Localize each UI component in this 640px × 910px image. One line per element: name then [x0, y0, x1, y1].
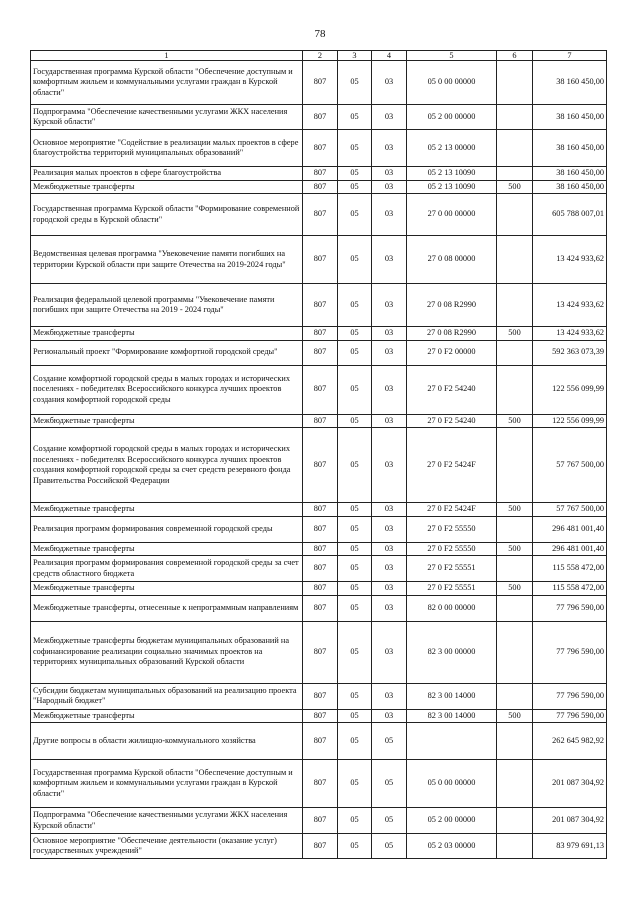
row-name-cell: Межбюджетные трансферты бюджетам муниципальных образований на софинансирование реализации социально значимых проектов на территориях муниципальных образований Курской области — [31, 621, 303, 683]
table-row — [31, 167, 607, 181]
amount-cell: 38 160 450,00 — [533, 167, 607, 181]
expense-type-cell — [497, 340, 533, 365]
section-code-cell: 05 — [338, 709, 372, 723]
ministry-code-cell: 807 — [303, 582, 338, 596]
table-row — [31, 582, 607, 596]
amount-cell: 57 767 500,00 — [533, 503, 607, 517]
section-code-cell: 05 — [338, 284, 372, 327]
expense-type-cell — [497, 808, 533, 834]
table-row — [31, 327, 607, 341]
subsection-code-cell: 03 — [372, 284, 407, 327]
amount-cell: 122 556 099,99 — [533, 365, 607, 414]
ministry-code-cell: 807 — [303, 365, 338, 414]
ministry-code-cell: 807 — [303, 542, 338, 556]
ministry-code-cell: 807 — [303, 683, 338, 709]
row-name-cell: Основное мероприятие "Содействие в реализации малых проектов в сфере благоустройства территорий муниципальных образований" — [31, 130, 303, 167]
section-code-cell: 05 — [338, 516, 372, 542]
subsection-code-cell: 03 — [372, 414, 407, 428]
table-row — [31, 194, 607, 236]
amount-cell: 77 796 590,00 — [533, 683, 607, 709]
target-article-cell: 05 2 03 00000 — [407, 834, 497, 859]
subsection-code-cell: 03 — [372, 61, 407, 105]
expense-type-cell: 500 — [497, 542, 533, 556]
target-article-cell — [407, 723, 497, 760]
table-row — [31, 683, 607, 709]
amount-cell: 77 796 590,00 — [533, 621, 607, 683]
section-code-cell: 05 — [338, 723, 372, 760]
section-code-cell: 05 — [338, 414, 372, 428]
row-name-cell: Межбюджетные трансферты, отнесенные к непрограммным направлениям — [31, 595, 303, 621]
table-row — [31, 709, 607, 723]
row-name-cell: Межбюджетные трансферты — [31, 582, 303, 596]
expense-type-cell: 500 — [497, 503, 533, 517]
row-name-cell: Ведомственная целевая программа "Увековечение памяти погибших на территории Курской области при защите Отечества на 2019-2024 годы" — [31, 236, 303, 284]
column-header: 3 — [338, 51, 372, 61]
subsection-code-cell: 03 — [372, 621, 407, 683]
section-code-cell: 05 — [338, 167, 372, 181]
table-row — [31, 105, 607, 130]
target-article-cell: 05 2 13 10090 — [407, 180, 497, 194]
expense-type-cell: 500 — [497, 709, 533, 723]
amount-cell: 83 979 691,13 — [533, 834, 607, 859]
row-name-cell: Межбюджетные трансферты — [31, 503, 303, 517]
table-row — [31, 365, 607, 414]
ministry-code-cell: 807 — [303, 414, 338, 428]
ministry-code-cell: 807 — [303, 595, 338, 621]
column-header: 5 — [407, 51, 497, 61]
amount-cell: 262 645 982,92 — [533, 723, 607, 760]
expense-type-cell — [497, 236, 533, 284]
row-name-cell: Подпрограмма "Обеспечение качественными услугами ЖКХ населения Курской области" — [31, 808, 303, 834]
target-article-cell: 27 0 F2 5424F — [407, 503, 497, 517]
amount-cell: 77 796 590,00 — [533, 595, 607, 621]
subsection-code-cell: 05 — [372, 808, 407, 834]
subsection-code-cell: 03 — [372, 130, 407, 167]
section-code-cell: 05 — [338, 808, 372, 834]
table-row — [31, 808, 607, 834]
amount-cell: 13 424 933,62 — [533, 284, 607, 327]
amount-cell: 38 160 450,00 — [533, 180, 607, 194]
table-row — [31, 180, 607, 194]
ministry-code-cell: 807 — [303, 503, 338, 517]
ministry-code-cell: 807 — [303, 340, 338, 365]
expense-type-cell: 500 — [497, 414, 533, 428]
row-name-cell: Реализация программ формирования современной городской среды за счет средств областного бюджета — [31, 556, 303, 582]
target-article-cell: 27 0 F2 55550 — [407, 542, 497, 556]
subsection-code-cell: 03 — [372, 428, 407, 503]
subsection-code-cell: 05 — [372, 834, 407, 859]
ministry-code-cell: 807 — [303, 516, 338, 542]
target-article-cell: 27 0 00 00000 — [407, 194, 497, 236]
subsection-code-cell: 03 — [372, 105, 407, 130]
column-header: 2 — [303, 51, 338, 61]
row-name-cell: Государственная программа Курской области "Обеспечение доступным и комфортным жильем и коммунальными услугами граждан в Курской области" — [31, 61, 303, 105]
section-code-cell: 05 — [338, 236, 372, 284]
target-article-cell: 27 0 F2 54240 — [407, 365, 497, 414]
page-number: 78 — [314, 28, 326, 40]
target-article-cell: 27 0 F2 55551 — [407, 582, 497, 596]
section-code-cell: 05 — [338, 760, 372, 808]
ministry-code-cell: 807 — [303, 428, 338, 503]
ministry-code-cell: 807 — [303, 236, 338, 284]
ministry-code-cell: 807 — [303, 284, 338, 327]
row-name-cell: Другие вопросы в области жилищно-коммунального хозяйства — [31, 723, 303, 760]
target-article-cell: 27 0 08 R2990 — [407, 327, 497, 341]
section-code-cell: 05 — [338, 365, 372, 414]
section-code-cell: 05 — [338, 428, 372, 503]
expense-type-cell — [497, 284, 533, 327]
section-code-cell: 05 — [338, 595, 372, 621]
expense-type-cell — [497, 365, 533, 414]
expense-type-cell — [497, 130, 533, 167]
expense-type-cell — [497, 61, 533, 105]
ministry-code-cell: 807 — [303, 760, 338, 808]
row-name-cell: Межбюджетные трансферты — [31, 414, 303, 428]
ministry-code-cell: 807 — [303, 180, 338, 194]
section-code-cell: 05 — [338, 327, 372, 341]
table-row — [31, 621, 607, 683]
target-article-cell: 05 2 00 00000 — [407, 105, 497, 130]
target-article-cell: 05 2 13 10090 — [407, 167, 497, 181]
expense-type-cell — [497, 683, 533, 709]
budget-table — [30, 50, 607, 859]
target-article-cell: 27 0 08 R2990 — [407, 284, 497, 327]
ministry-code-cell: 807 — [303, 130, 338, 167]
target-article-cell: 27 0 F2 54240 — [407, 414, 497, 428]
column-header: 4 — [372, 51, 407, 61]
amount-cell: 592 363 073,39 — [533, 340, 607, 365]
amount-cell: 13 424 933,62 — [533, 236, 607, 284]
row-name-cell: Создание комфортной городской среды в малых городах и исторических поселениях - победителях Всероссийского конкурса лучших проектов создания комфортной городской среды за счет средств резервного фонда Правительства Российской Федерации — [31, 428, 303, 503]
row-name-cell: Межбюджетные трансферты — [31, 327, 303, 341]
row-name-cell: Создание комфортной городской среды в малых городах и исторических поселениях - победителях Всероссийского конкурса лучших проектов создания комфортной городской среды — [31, 365, 303, 414]
row-name-cell: Субсидии бюджетам муниципальных образований на реализацию проекта "Народный бюджет" — [31, 683, 303, 709]
subsection-code-cell: 03 — [372, 167, 407, 181]
amount-cell: 38 160 450,00 — [533, 105, 607, 130]
amount-cell: 57 767 500,00 — [533, 428, 607, 503]
ministry-code-cell: 807 — [303, 194, 338, 236]
row-name-cell: Межбюджетные трансферты — [31, 542, 303, 556]
target-article-cell: 27 0 F2 00000 — [407, 340, 497, 365]
expense-type-cell — [497, 723, 533, 760]
section-code-cell: 05 — [338, 582, 372, 596]
row-name-cell: Реализация программ формирования современной городской среды — [31, 516, 303, 542]
subsection-code-cell: 03 — [372, 236, 407, 284]
table-row — [31, 414, 607, 428]
section-code-cell: 05 — [338, 194, 372, 236]
subsection-code-cell: 05 — [372, 723, 407, 760]
row-name-cell: Государственная программа Курской области "Обеспечение доступным и комфортным жильем и коммунальными услугами граждан в Курской области" — [31, 760, 303, 808]
row-name-cell: Межбюджетные трансферты — [31, 709, 303, 723]
row-name-cell: Подпрограмма "Обеспечение качественными услугами ЖКХ населения Курской области" — [31, 105, 303, 130]
subsection-code-cell: 03 — [372, 595, 407, 621]
expense-type-cell — [497, 760, 533, 808]
section-code-cell: 05 — [338, 340, 372, 365]
ministry-code-cell: 807 — [303, 808, 338, 834]
expense-type-cell — [497, 167, 533, 181]
subsection-code-cell: 03 — [372, 180, 407, 194]
table-row — [31, 723, 607, 760]
target-article-cell: 27 0 F2 5424F — [407, 428, 497, 503]
amount-cell: 115 558 472,00 — [533, 582, 607, 596]
table-row — [31, 340, 607, 365]
table-row — [31, 595, 607, 621]
row-name-cell: Государственная программа Курской области "Формирование современной городской среды в Курской области" — [31, 194, 303, 236]
table-row — [31, 556, 607, 582]
target-article-cell: 82 0 00 00000 — [407, 595, 497, 621]
expense-type-cell: 500 — [497, 327, 533, 341]
target-article-cell: 05 0 00 00000 — [407, 61, 497, 105]
section-code-cell: 05 — [338, 556, 372, 582]
target-article-cell: 05 0 00 00000 — [407, 760, 497, 808]
amount-cell: 201 087 304,92 — [533, 760, 607, 808]
table-row — [31, 760, 607, 808]
target-article-cell: 27 0 08 00000 — [407, 236, 497, 284]
subsection-code-cell: 03 — [372, 556, 407, 582]
table-header-row — [31, 51, 607, 61]
ministry-code-cell: 807 — [303, 723, 338, 760]
table-row — [31, 284, 607, 327]
subsection-code-cell: 03 — [372, 340, 407, 365]
section-code-cell: 05 — [338, 683, 372, 709]
amount-cell: 201 087 304,92 — [533, 808, 607, 834]
section-code-cell: 05 — [338, 834, 372, 859]
subsection-code-cell: 03 — [372, 683, 407, 709]
table-row — [31, 236, 607, 284]
amount-cell: 77 796 590,00 — [533, 709, 607, 723]
column-header: 7 — [533, 51, 607, 61]
table-row — [31, 834, 607, 859]
ministry-code-cell: 807 — [303, 709, 338, 723]
section-code-cell: 05 — [338, 621, 372, 683]
row-name-cell: Межбюджетные трансферты — [31, 180, 303, 194]
section-code-cell: 05 — [338, 503, 372, 517]
expense-type-cell — [497, 556, 533, 582]
section-code-cell: 05 — [338, 105, 372, 130]
table-row — [31, 542, 607, 556]
table-row — [31, 516, 607, 542]
expense-type-cell — [497, 595, 533, 621]
row-name-cell: Реализация федеральной целевой программы "Увековечение памяти погибших при защите Отечества на 2019 - 2024 годы" — [31, 284, 303, 327]
amount-cell: 296 481 001,40 — [533, 516, 607, 542]
ministry-code-cell: 807 — [303, 556, 338, 582]
subsection-code-cell: 03 — [372, 365, 407, 414]
subsection-code-cell: 03 — [372, 194, 407, 236]
section-code-cell: 05 — [338, 542, 372, 556]
ministry-code-cell: 807 — [303, 834, 338, 859]
target-article-cell: 27 0 F2 55550 — [407, 516, 497, 542]
amount-cell: 122 556 099,99 — [533, 414, 607, 428]
expense-type-cell: 500 — [497, 180, 533, 194]
section-code-cell: 05 — [338, 130, 372, 167]
expense-type-cell: 500 — [497, 582, 533, 596]
amount-cell: 38 160 450,00 — [533, 61, 607, 105]
target-article-cell: 05 2 00 00000 — [407, 808, 497, 834]
subsection-code-cell: 03 — [372, 582, 407, 596]
ministry-code-cell: 807 — [303, 621, 338, 683]
expense-type-cell — [497, 105, 533, 130]
ministry-code-cell: 807 — [303, 61, 338, 105]
expense-type-cell — [497, 428, 533, 503]
target-article-cell: 82 3 00 00000 — [407, 621, 497, 683]
amount-cell: 38 160 450,00 — [533, 130, 607, 167]
subsection-code-cell: 03 — [372, 516, 407, 542]
row-name-cell: Основное мероприятие "Обеспечение деятельности (оказание услуг) государственных учреждений" — [31, 834, 303, 859]
table-row — [31, 130, 607, 167]
amount-cell: 296 481 001,40 — [533, 542, 607, 556]
subsection-code-cell: 03 — [372, 503, 407, 517]
table-row — [31, 428, 607, 503]
subsection-code-cell: 03 — [372, 709, 407, 723]
expense-type-cell — [497, 621, 533, 683]
amount-cell: 13 424 933,62 — [533, 327, 607, 341]
subsection-code-cell: 03 — [372, 542, 407, 556]
column-header: 6 — [497, 51, 533, 61]
amount-cell: 115 558 472,00 — [533, 556, 607, 582]
expense-type-cell — [497, 516, 533, 542]
expense-type-cell — [497, 194, 533, 236]
target-article-cell: 82 3 00 14000 — [407, 709, 497, 723]
table-row — [31, 61, 607, 105]
section-code-cell: 05 — [338, 61, 372, 105]
section-code-cell: 05 — [338, 180, 372, 194]
ministry-code-cell: 807 — [303, 327, 338, 341]
amount-cell: 605 788 007,01 — [533, 194, 607, 236]
expense-type-cell — [497, 834, 533, 859]
table-row — [31, 503, 607, 517]
row-name-cell: Региональный проект "Формирование комфортной городской среды" — [31, 340, 303, 365]
row-name-cell: Реализация малых проектов в сфере благоустройства — [31, 167, 303, 181]
subsection-code-cell: 05 — [372, 760, 407, 808]
target-article-cell: 05 2 13 00000 — [407, 130, 497, 167]
ministry-code-cell: 807 — [303, 105, 338, 130]
target-article-cell: 82 3 00 14000 — [407, 683, 497, 709]
subsection-code-cell: 03 — [372, 327, 407, 341]
ministry-code-cell: 807 — [303, 167, 338, 181]
target-article-cell: 27 0 F2 55551 — [407, 556, 497, 582]
column-header: 1 — [31, 51, 303, 61]
